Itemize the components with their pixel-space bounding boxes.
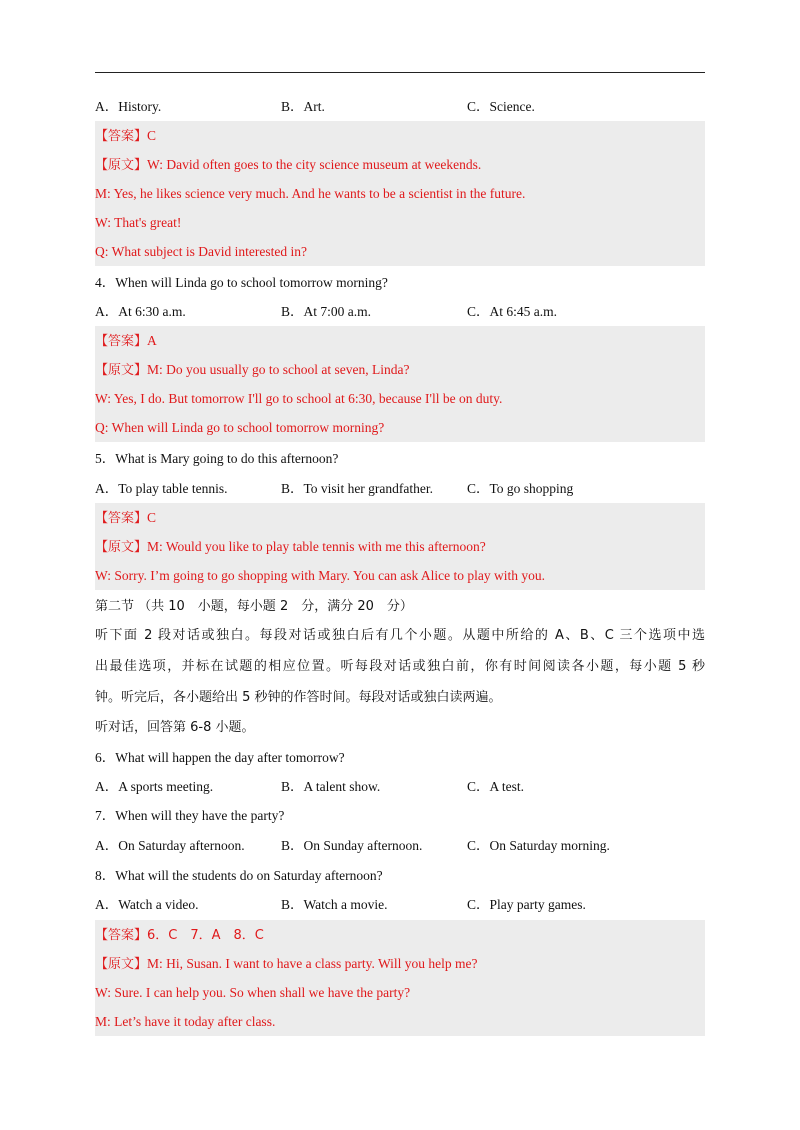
section-title: 第二节 （共 10 小题，每小题 2 分，满分 20 分） — [95, 599, 413, 614]
script-tag: 【原文】 — [95, 363, 148, 378]
q7-options — [95, 831, 705, 860]
q3-script-line4: Q: What subject is David interested in? — [95, 237, 705, 266]
answer-tag: 【答案】 — [95, 129, 148, 144]
option-a: A．A sports meeting. — [95, 779, 214, 794]
q4-answer — [95, 326, 705, 355]
option-a: A．On Saturday afternoon. — [95, 838, 245, 853]
answer-tag: 【答案】 — [95, 334, 148, 349]
script-tag: 【原文】 — [95, 158, 148, 173]
script-tag: 【原文】 — [95, 540, 148, 555]
q8-question: 8．What will the students do on Saturday afternoon? — [95, 868, 383, 883]
header-rule — [95, 72, 705, 73]
q68-answer — [95, 920, 705, 949]
q4-script-line3: Q: When will Linda go to school tomorrow morning? — [95, 413, 705, 442]
answer-text: 6．C 7．A 8．C — [147, 928, 264, 943]
q4-options — [95, 297, 705, 326]
answer-tag: 【答案】 — [95, 928, 148, 943]
option-a: A．History. — [95, 99, 162, 114]
option-b: B．On Sunday afternoon. — [281, 838, 423, 853]
q3-answer — [95, 121, 705, 150]
option-a: A．Watch a video. — [95, 897, 199, 912]
section-instructions-line3: 钟。听完后，各小题给出 5 秒钟的作答时间。每段对话或独白读两遍。 — [95, 690, 502, 705]
q3-script-line2: M: Yes, he likes science very much. And he wants to be a scientist in the future. — [95, 179, 705, 208]
script-tag: 【原文】 — [95, 957, 148, 972]
q6-options — [95, 772, 705, 801]
option-b: B．At 7:00 a.m. — [281, 304, 371, 319]
answer-tag: 【答案】 — [95, 511, 148, 526]
option-c: C．A test. — [467, 779, 525, 794]
q5-question: 5．What is Mary going to do this afternoon? — [95, 451, 339, 466]
q8-options — [95, 890, 705, 919]
q4-script-line1 — [95, 355, 705, 384]
q5-script-line2: W: Sorry. I’m going to go shopping with Mary. You can ask Alice to play with you. — [95, 561, 705, 590]
option-b: B．Watch a movie. — [281, 897, 388, 912]
section-instructions-line2: 出最佳选项，并标在试题的相应位置。听每段对话或独白前，你有时间阅读各小题，每小题 5 秒 — [95, 659, 705, 674]
answer-text: C — [147, 510, 157, 525]
answer-text: C — [147, 128, 157, 143]
option-c: C．To go shopping — [467, 481, 574, 496]
q5-options — [95, 474, 705, 503]
q68-script-line3: M: Let’s have it today after class. — [95, 1007, 705, 1036]
q6-question: 6．What will happen the day after tomorrow? — [95, 750, 345, 765]
q5-answer — [95, 503, 705, 532]
script-text: M: Do you usually go to school at seven, Linda? — [147, 362, 410, 377]
option-a: A．To play table tennis. — [95, 481, 228, 496]
q3-script-line3: W: That's great! — [95, 208, 705, 237]
section-subinstruction: 听对话，回答第 6-8 小题。 — [95, 720, 255, 735]
option-c: C．Science. — [467, 99, 535, 114]
option-c: C．Play party games. — [467, 897, 586, 912]
option-b: B．To visit her grandfather. — [281, 481, 434, 496]
option-c: C．At 6:45 a.m. — [467, 304, 557, 319]
script-text: M: Would you like to play table tennis with me this afternoon? — [147, 539, 486, 554]
q7-question: 7．When will they have the party? — [95, 808, 285, 823]
q3-script-line1 — [95, 150, 705, 179]
section-instructions-line1: 听下面 2 段对话或独白。每段对话或独白后有几个小题。从题中所给的 A、B、C 三个选项中选 — [95, 628, 705, 643]
q4-question: 4．When will Linda go to school tomorrow morning? — [95, 275, 388, 290]
q5-script-line1 — [95, 532, 705, 561]
option-a: A．At 6:30 a.m. — [95, 304, 186, 319]
q4-script-line2: W: Yes, I do. But tomorrow I'll go to school at 6:30, because I'll be on duty. — [95, 384, 705, 413]
script-text: W: David often goes to the city science museum at weekends. — [147, 157, 482, 172]
q3-options — [95, 92, 705, 121]
answer-text: A — [147, 333, 157, 348]
script-text: M: Hi, Susan. I want to have a class party. Will you help me? — [147, 956, 478, 971]
q68-script-line2: W: Sure. I can help you. So when shall we have the party? — [95, 978, 705, 1007]
option-c: C．On Saturday morning. — [467, 838, 610, 853]
option-b: B．A talent show. — [281, 779, 381, 794]
q68-script-line1 — [95, 949, 705, 978]
option-b: B．Art. — [281, 99, 325, 114]
